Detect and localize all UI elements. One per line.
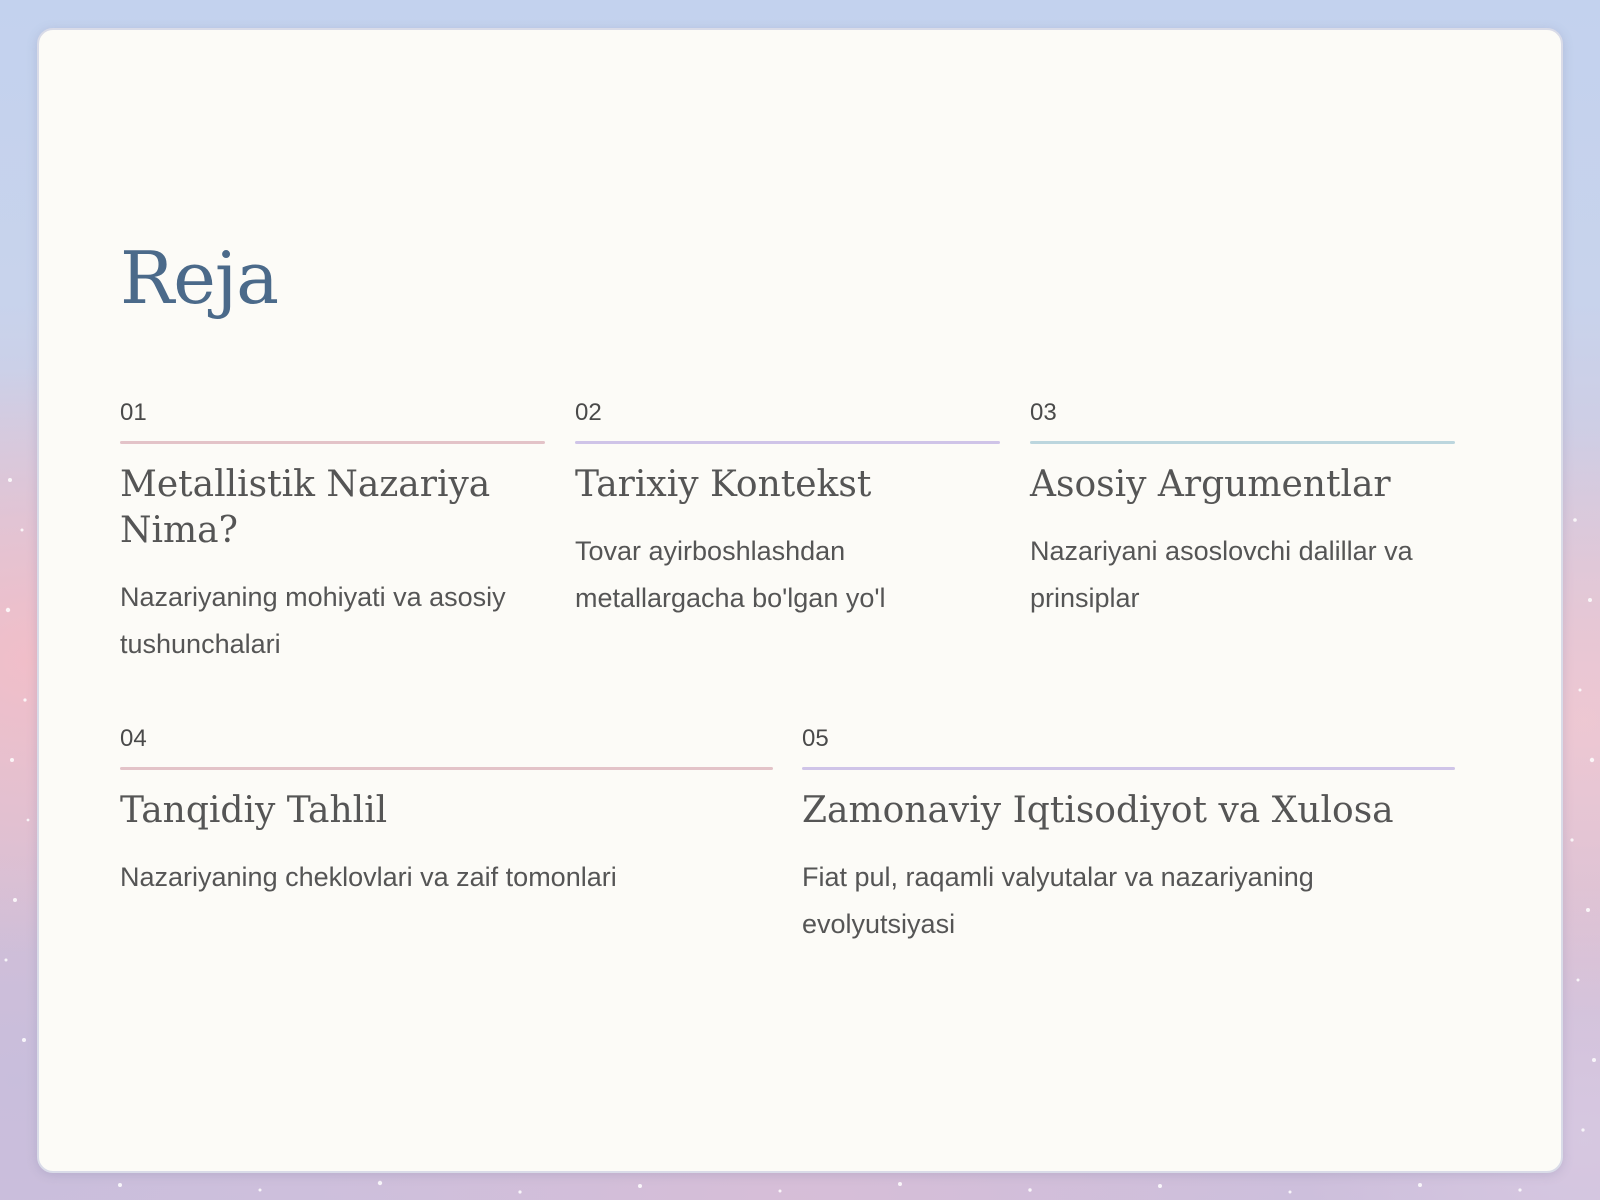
item-divider bbox=[1030, 441, 1455, 444]
item-number: 04 bbox=[120, 725, 147, 752]
item-heading: Asosiy Argumentlar bbox=[1030, 464, 1391, 505]
agenda-item-05 bbox=[802, 725, 1455, 948]
item-description: Nazariyaning cheklovlari va zaif tomonlari bbox=[120, 862, 617, 892]
item-number: 01 bbox=[120, 399, 147, 426]
item-heading: Metallistik Nazariya Nima? bbox=[120, 464, 491, 551]
item-divider bbox=[575, 441, 1000, 444]
item-description: Nazariyaning mohiyati va asosiy tushunchalari bbox=[120, 582, 506, 659]
item-number: 05 bbox=[802, 725, 829, 752]
item-divider bbox=[120, 767, 773, 770]
page-title: Reja bbox=[120, 236, 279, 320]
item-number: 03 bbox=[1030, 399, 1057, 426]
agenda-item-02 bbox=[575, 399, 1000, 622]
agenda-item-04 bbox=[120, 725, 773, 901]
item-heading: Tanqidiy Tahlil bbox=[120, 790, 388, 831]
item-description: Tovar ayirboshlashdan metallargacha bo'lgan yo'l bbox=[575, 536, 886, 613]
item-description: Fiat pul, raqamli valyutalar va nazariyaning evolyutsiyasi bbox=[802, 862, 1314, 939]
item-divider bbox=[120, 441, 545, 444]
item-heading: Tarixiy Kontekst bbox=[575, 464, 872, 505]
item-divider bbox=[802, 767, 1455, 770]
item-heading: Zamonaviy Iqtisodiyot va Xulosa bbox=[802, 790, 1394, 831]
agenda-item-01 bbox=[120, 399, 545, 668]
content-card bbox=[37, 28, 1563, 1173]
item-number: 02 bbox=[575, 399, 602, 426]
agenda-item-03 bbox=[1030, 399, 1455, 622]
item-description: Nazariyani asoslovchi dalillar va prinsiplar bbox=[1030, 536, 1413, 613]
